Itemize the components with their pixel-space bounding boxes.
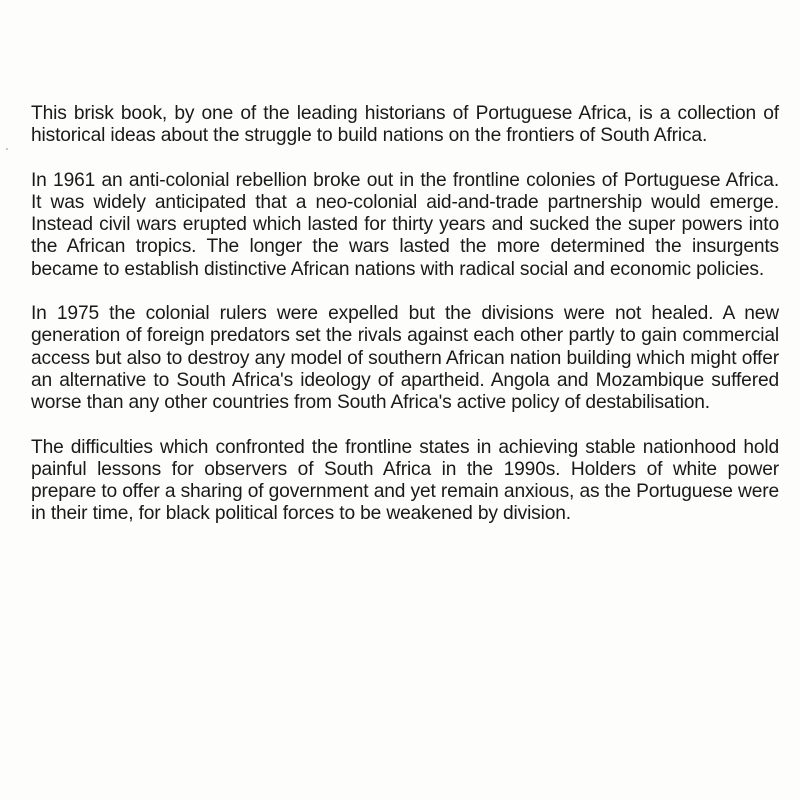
paper-speck <box>6 148 8 150</box>
blurb-text <box>31 103 779 526</box>
blurb-paragraph-1961: In 1961 an anti-colonial rebellion broke out in the frontline colonies of Portuguese Africa. It was widely anticipated that a neo-colonial aid-and-trade partnership would emerge. Instead civil wars erupted which lasted for thirty years and sucked the super powers into the African tropics. The longer the wars lasted the more determined the insurgents became to establish distinctive African nations with radical social and economic policies. <box>31 169 779 280</box>
blurb-paragraph-1975: In 1975 the colonial rulers were expelled but the divisions were not healed. A new generation of foreign predators set the rivals against each other partly to gain commercial access but also to destroy any model of southern African nation building which might offer an alternative to South Africa's ideology of apartheid. Angola and Mozambique suffered worse than any other countries from South Africa's active policy of destabilisation. <box>31 303 779 414</box>
blurb-paragraph-difficulties: The difficulties which confronted the frontline states in achieving stable nationhood hold painful lessons for observers of South Africa in the 1990s. Holders of white power prepare to offer a sharing of government and yet remain anxious, as the Portuguese were in their time, for black political forces to be weakened by division. <box>31 436 779 525</box>
blurb-paragraph-intro: This brisk book, by one of the leading historians of Portuguese Africa, is a collection of historical ideas about the struggle to build nations on the frontiers of South Africa. <box>31 103 779 147</box>
